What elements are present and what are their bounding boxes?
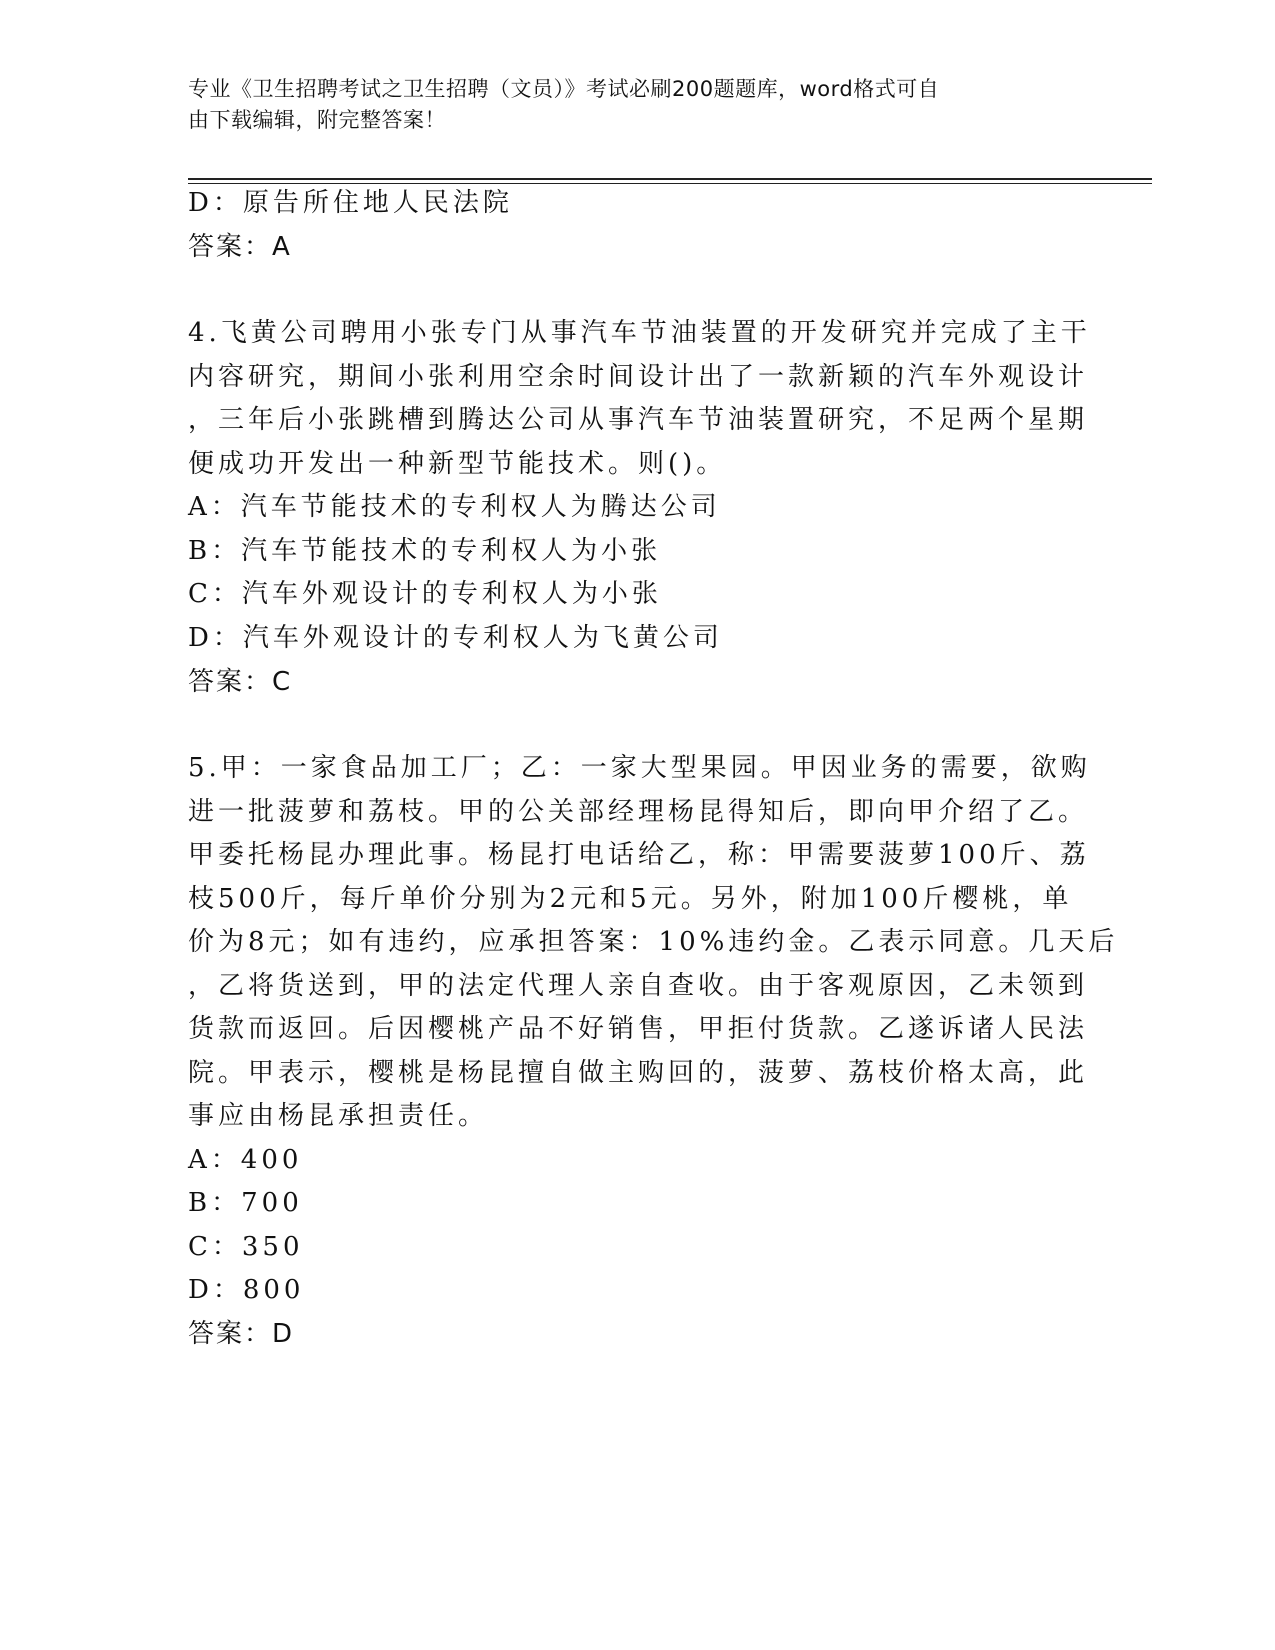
q4-text-line: 便成功开发出一种新型节能技术。则()。 — [188, 449, 727, 479]
q5-text-line: 甲委托杨昆办理此事。杨昆打电话给乙，称：甲需要菠萝100斤、荔 — [188, 840, 1090, 870]
header-line-1: 专业《卫生招聘考试之卫生招聘（文员）》考试必刷200题题库，word格式可自 — [188, 77, 940, 101]
q5-text-line: 进一批菠萝和荔枝。甲的公关部经理杨昆得知后，即向甲介绍了乙。 — [188, 797, 1089, 827]
q5-option-a: A：400 — [188, 1145, 303, 1175]
document-header — [188, 74, 1068, 136]
q5-option-b: B：700 — [188, 1188, 303, 1218]
header-divider-thin — [188, 183, 1152, 184]
q4-option-d: D：汽车外观设计的专利权人为飞黄公司 — [188, 623, 723, 653]
prev-answer: 答案：A — [188, 232, 292, 262]
q5-option-c: C：350 — [188, 1232, 304, 1262]
q4-text-line: 内容研究，期间小张利用空余时间设计出了一款新颖的汽车外观设计 — [188, 362, 1089, 392]
prev-option-d: D：原告所住地人民法院 — [188, 188, 513, 218]
q5-answer: 答案：D — [188, 1319, 295, 1349]
header-line-2: 由下载编辑，附完整答案！ — [188, 108, 446, 132]
q5-option-d: D：800 — [188, 1275, 305, 1305]
q4-text-line: ，三年后小张跳槽到腾达公司从事汽车节油装置研究，不足两个星期 — [188, 405, 1089, 435]
q5-text-line: 事应由杨昆承担责任。 — [188, 1101, 489, 1131]
q5-text-line: ，乙将货送到，甲的法定代理人亲自查收。由于客观原因，乙未领到 — [188, 971, 1089, 1001]
q5-text-line: 5.甲：一家食品加工厂；乙：一家大型果园。甲因业务的需要，欲购 — [188, 753, 1091, 783]
q4-option-a: A：汽车节能技术的专利权人为腾达公司 — [188, 492, 721, 522]
q4-answer: 答案：C — [188, 667, 293, 697]
header-divider-thick — [188, 178, 1152, 180]
q5-text-line: 枝500斤，每斤单价分别为2元和5元。另外，附加100斤樱桃，单 — [188, 884, 1073, 914]
q5-text-line: 货款而返回。后因樱桃产品不好销售，甲拒付货款。乙遂诉诸人民法 — [188, 1014, 1089, 1044]
q4-text-line: 4.飞黄公司聘用小张专门从事汽车节油装置的开发研究并完成了主干 — [188, 318, 1091, 348]
q4-option-c: C：汽车外观设计的专利权人为小张 — [188, 579, 662, 609]
q5-text-line: 院。甲表示，樱桃是杨昆擅自做主购回的，菠萝、荔枝价格太高，此 — [188, 1058, 1089, 1088]
q4-option-b: B：汽车节能技术的专利权人为小张 — [188, 536, 662, 566]
q5-text-line: 价为8元；如有违约，应承担答案：10%违约金。乙表示同意。几天后 — [188, 927, 1119, 957]
